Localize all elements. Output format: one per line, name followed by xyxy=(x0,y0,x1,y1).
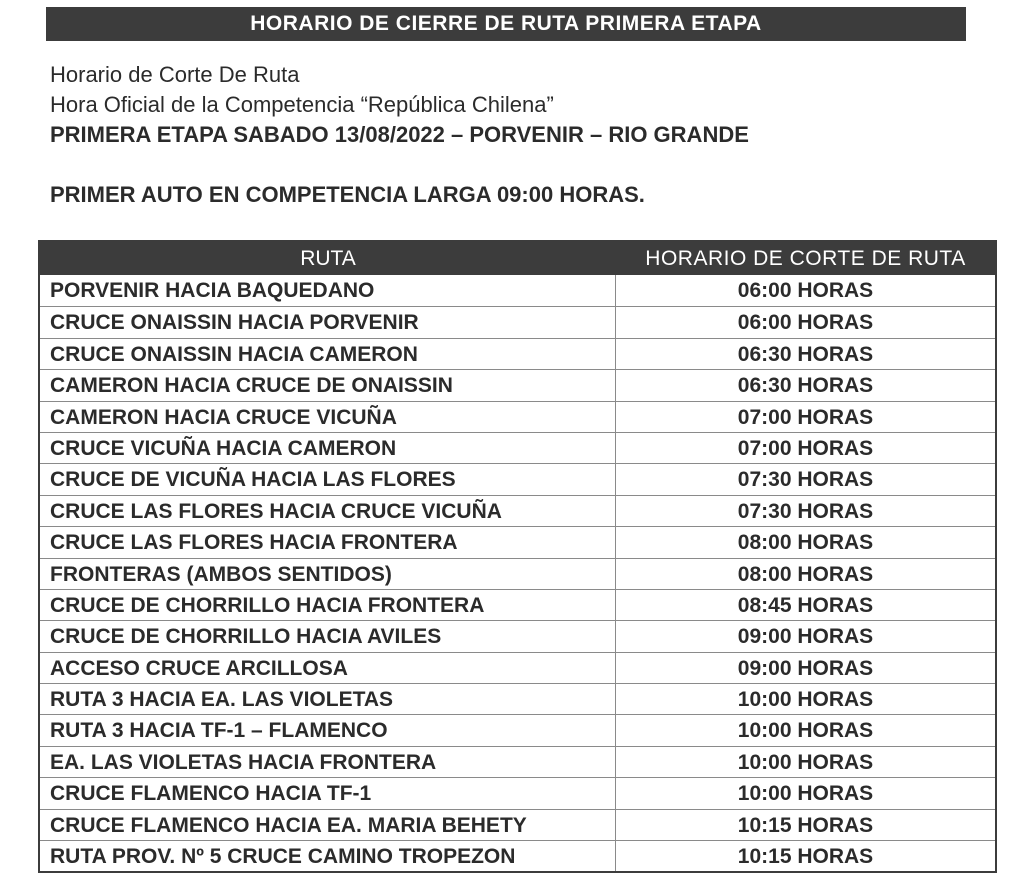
route-cell: CRUCE FLAMENCO HACIA TF-1 xyxy=(40,778,616,808)
table-row xyxy=(40,495,995,526)
cutoff-time-cell: 09:00 HORAS xyxy=(737,625,874,649)
route-cell: ACCESO CRUCE ARCILLOSA xyxy=(40,653,616,683)
route-cell: CAMERON HACIA CRUCE DE ONAISSIN xyxy=(40,370,616,400)
table-row xyxy=(40,683,995,714)
table-row xyxy=(40,809,995,840)
cutoff-time-cell: 06:30 HORAS xyxy=(737,374,874,398)
cutoff-time-cell: 06:00 HORAS xyxy=(737,311,874,335)
cutoff-time-cell: 09:00 HORAS xyxy=(737,656,874,680)
route-cell: CRUCE FLAMENCO HACIA EA. MARIA BEHETY xyxy=(40,810,616,840)
cutoff-time-cell: 10:00 HORAS xyxy=(737,719,874,743)
table-row xyxy=(40,589,995,620)
table-row xyxy=(40,275,995,306)
table-row xyxy=(40,306,995,337)
cutoff-time-cell: 07:00 HORAS xyxy=(737,436,874,460)
route-cell: FRONTERAS (AMBOS SENTIDOS) xyxy=(40,559,616,589)
route-cell: CRUCE VICUÑA HACIA CAMERON xyxy=(40,433,616,463)
table-body xyxy=(40,275,995,871)
table-row xyxy=(40,558,995,589)
table-row xyxy=(40,714,995,745)
cutoff-time-cell: 07:30 HORAS xyxy=(737,499,874,523)
cutoff-time-cell: 06:00 HORAS xyxy=(737,279,874,302)
table-row xyxy=(40,840,995,871)
table-row xyxy=(40,746,995,777)
route-cell: PORVENIR HACIA BAQUEDANO xyxy=(40,275,616,306)
column-header-cutoff-time: HORARIO DE CORTE DE RUTA xyxy=(645,247,966,270)
cutoff-time-cell: 08:00 HORAS xyxy=(737,562,874,586)
table-row xyxy=(40,777,995,808)
table-row xyxy=(40,620,995,651)
table-row xyxy=(40,432,995,463)
route-cell: CRUCE LAS FLORES HACIA FRONTERA xyxy=(40,527,616,557)
subtitle-official-time: Hora Oficial de la Competencia “República Chilena” xyxy=(50,92,554,117)
document-title-banner: HORARIO DE CIERRE DE RUTA PRIMERA ETAPA xyxy=(46,7,966,41)
cutoff-time-cell: 10:00 HORAS xyxy=(737,750,874,774)
route-cutoff-table xyxy=(38,240,997,873)
route-cell: CRUCE DE CHORRILLO HACIA AVILES xyxy=(40,621,616,651)
cutoff-time-cell: 07:30 HORAS xyxy=(737,468,874,492)
first-car-start-time: PRIMER AUTO EN COMPETENCIA LARGA 09:00 HORAS. xyxy=(50,182,645,207)
cutoff-time-cell: 08:00 HORAS xyxy=(737,531,874,555)
cutoff-time-cell: 08:45 HORAS xyxy=(737,593,874,617)
table-row xyxy=(40,401,995,432)
stage-date-route: PRIMERA ETAPA SABADO 13/08/2022 – PORVENIR – RIO GRANDE xyxy=(50,122,749,147)
route-cell: CRUCE ONAISSIN HACIA CAMERON xyxy=(40,339,616,369)
route-cell: CRUCE LAS FLORES HACIA CRUCE VICUÑA xyxy=(40,496,616,526)
cutoff-time-cell: 10:15 HORAS xyxy=(737,813,874,837)
table-row xyxy=(40,526,995,557)
cutoff-time-cell: 10:15 HORAS xyxy=(737,845,874,869)
route-cell: RUTA 3 HACIA TF-1 – FLAMENCO xyxy=(40,715,616,745)
route-cell: CRUCE ONAISSIN HACIA PORVENIR xyxy=(40,307,616,337)
route-cell: EA. LAS VIOLETAS HACIA FRONTERA xyxy=(40,747,616,777)
route-cell: CRUCE DE VICUÑA HACIA LAS FLORES xyxy=(40,464,616,494)
subtitle-cutoff-schedule: Horario de Corte De Ruta xyxy=(50,62,300,87)
route-cell: RUTA PROV. Nº 5 CRUCE CAMINO TROPEZON xyxy=(40,841,616,871)
cutoff-time-cell: 07:00 HORAS xyxy=(737,405,874,429)
route-cell: CAMERON HACIA CRUCE VICUÑA xyxy=(40,402,616,432)
cutoff-time-cell: 10:00 HORAS xyxy=(737,688,874,712)
table-row xyxy=(40,338,995,369)
route-cell: RUTA 3 HACIA EA. LAS VIOLETAS xyxy=(40,684,616,714)
table-row xyxy=(40,652,995,683)
cutoff-time-cell: 10:00 HORAS xyxy=(737,782,874,806)
table-row xyxy=(40,369,995,400)
cutoff-time-cell: 06:30 HORAS xyxy=(737,342,874,366)
table-header-row xyxy=(40,242,995,275)
table-row xyxy=(40,463,995,494)
route-cell: CRUCE DE CHORRILLO HACIA FRONTERA xyxy=(40,590,616,620)
column-header-route: RUTA xyxy=(300,247,356,270)
